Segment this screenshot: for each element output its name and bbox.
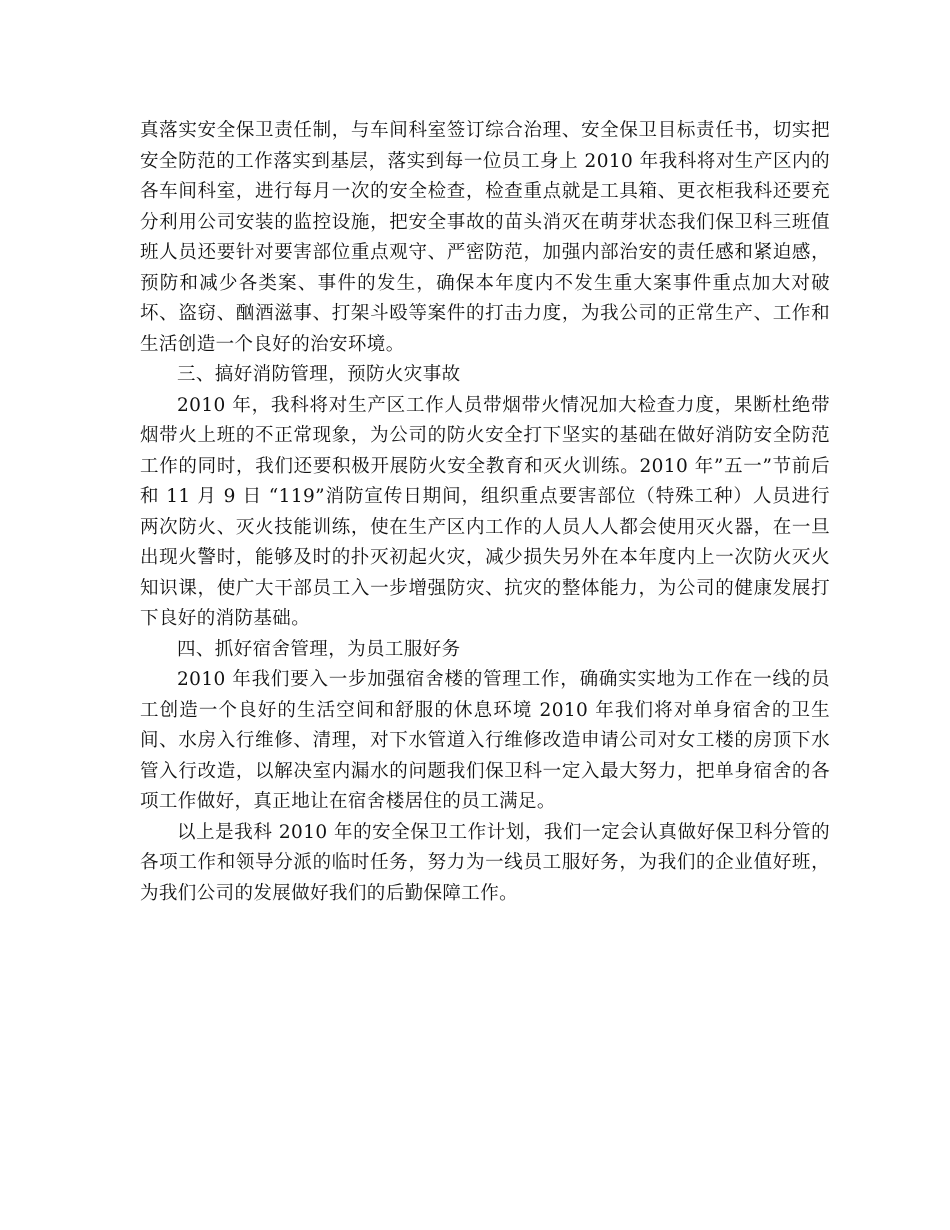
document-body (140, 116, 830, 909)
paragraph-dormitory-maintenance: 2010 年我们要入一步加强宿舍楼的管理工作，确确实实地为工作在一线的员工创造一个良好的生活空间和舒服的休息环境 2010 年我们将对单身宿舍的卫生间、水房入行维修、清理，对下水管道入行维修改造申请公司对女工楼的房顶下水管入行改造，以解决室内漏水的问题我们保卫科一定入最大努力，把单身宿舍的各项工作做好，真正地让在宿舍楼居住的员工满足。 (140, 669, 830, 812)
section-heading-fire-management: 三、搞好消防管理，预防火灾事故 (177, 364, 461, 385)
section-heading-dormitory-management: 四、抓好宿舍管理，为员工服好务 (177, 638, 461, 660)
paragraph-security-responsibility: 真落实安全保卫责任制，与车间科室签订综合治理、安全保卫目标责任书，切实把安全防范的工作落实到基层，落实到每一位员工身上 2010 年我科将对生产区内的各车间科室，进行每月一次的安全检查，检查重点就是工具箱、更衣柜我科还要充分利用公司安装的监控设施，把安全事故的苗头消灭在萌芽状态我们保卫科三班值班人员还要针对要害部位重点观守、严密防范，加强内部治安的责任感和紧迫感，预防和减少各类案、事件的发生，确保本年度内不发生重大案事件重点加大对破坏、盗窃、酗酒滋事、打架斗殴等案件的打击力度，为我公司的正常生产、工作和生活创造一个良好的治安环境。 (140, 120, 830, 355)
paragraph-conclusion: 以上是我科 2010 年的安全保卫工作计划，我们一定会认真做好保卫科分管的各项工作和领导分派的临时任务，努力为一线员工服好务，为我们的企业值好班，为我们公司的发展做好我们的后勤保障工作。 (140, 821, 830, 904)
paragraph-fire-prevention: 2010 年，我科将对生产区工作人员带烟带火情况加大检查力度，果断杜绝带烟带火上班的不正常现象，为公司的防火安全打下坚实的基础在做好消防安全防范工作的同时，我们还要积极开展防火安全教育和灭火训练。2010 年”五一”节前后和 11 月 9 日 “119”消防宣传日期间，组织重点要害部位（特殊工种）人员进行两次防火、灭火技能训练，使在生产区内工作的人员人人都会使用灭火器，在一旦出现火警时，能够及时的扑灭初起火灾，减少损失另外在本年度内上一次防火灭火知识课，使广大干部员工入一步增强防灾、抗灾的整体能力，为公司的健康发展打下良好的消防基础。 (140, 394, 830, 629)
